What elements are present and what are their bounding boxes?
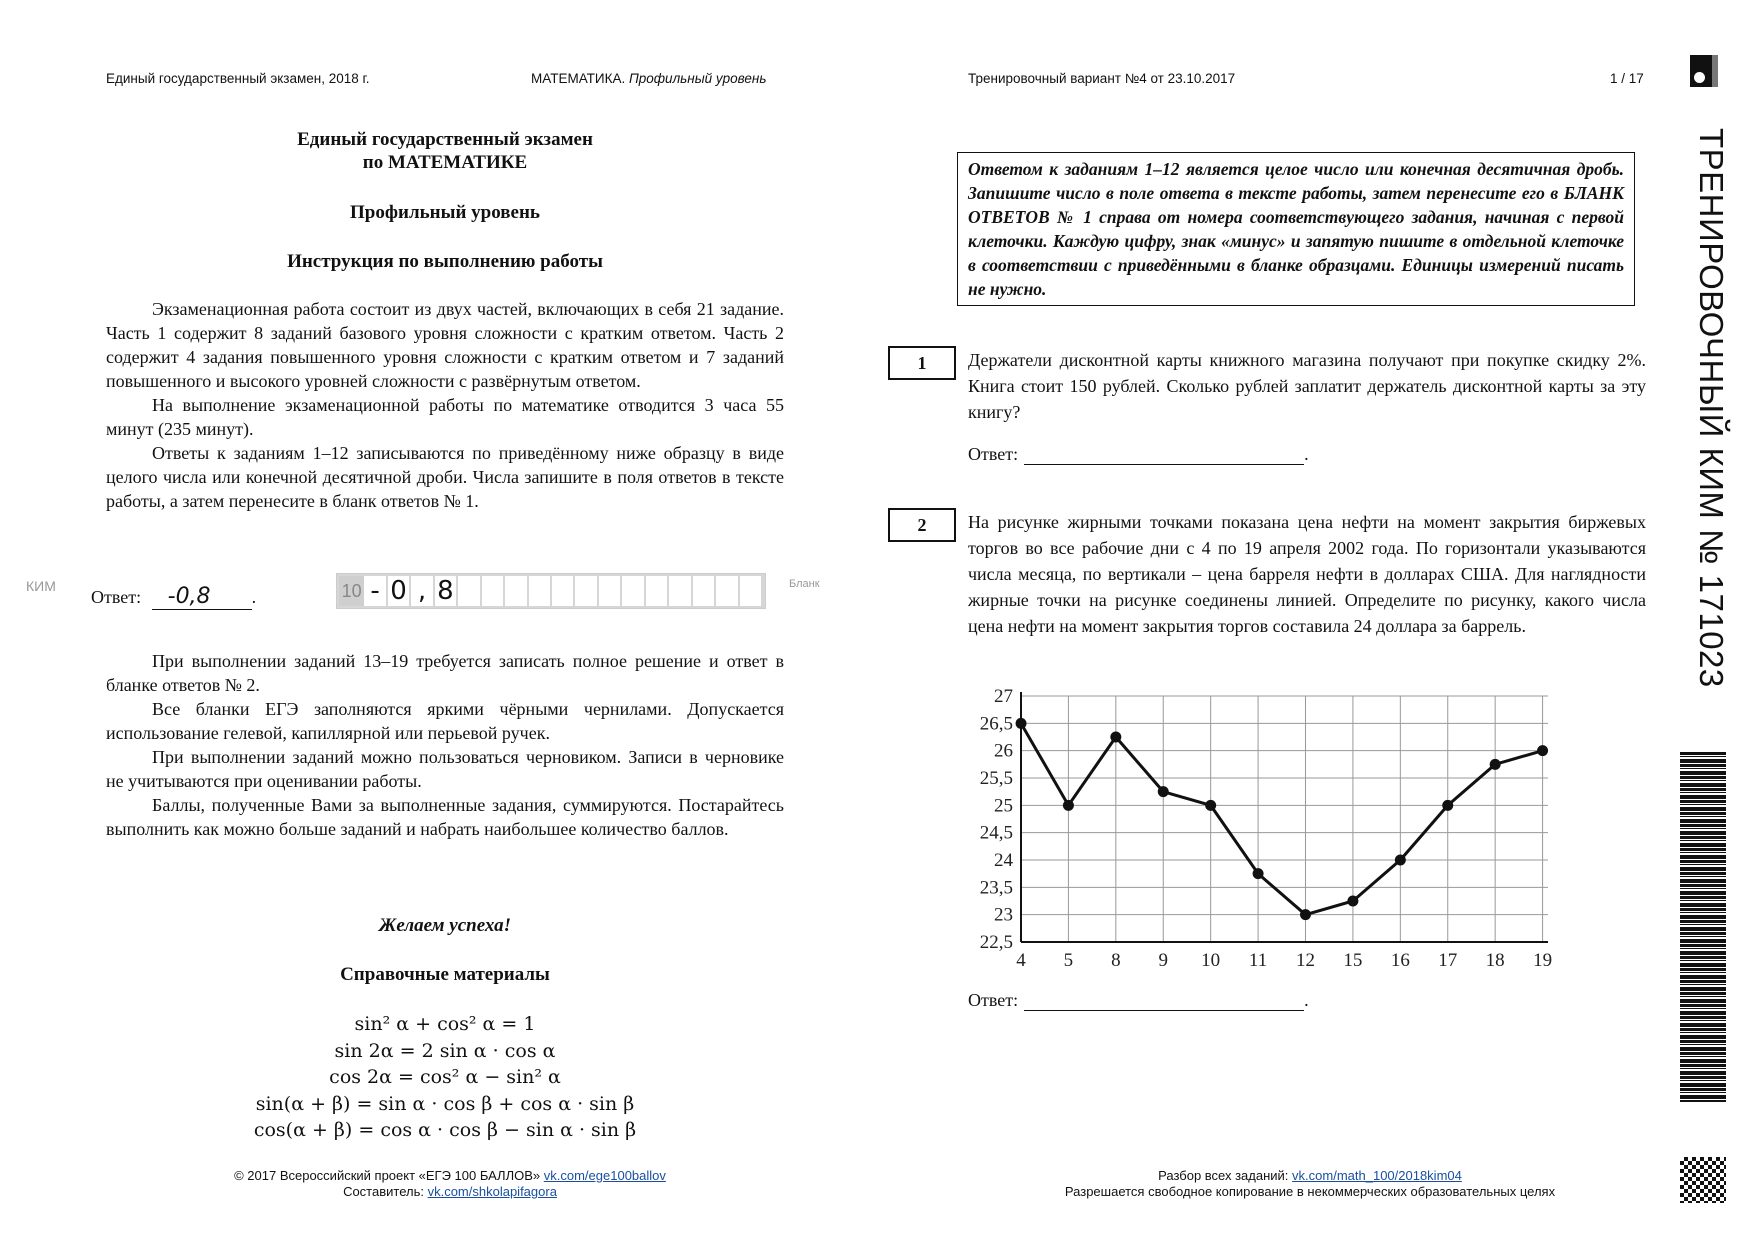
- y-tick-label: 23: [994, 904, 1013, 926]
- y-tick-label: 24,5: [979, 822, 1013, 844]
- footer-link-ege100[interactable]: vk.com/ege100ballov: [543, 1168, 666, 1183]
- y-tick-label: 25: [994, 795, 1013, 817]
- task-1-text: Держатели дисконтной карты книжного магазина получают при покупке скидку 2%. Книга стоит 150 рублей. Сколько рублей заплатит держатель дисконтной карты за эту книгу?: [968, 350, 1646, 422]
- y-tick-label: 26,5: [979, 713, 1013, 735]
- header-variant: Тренировочный вариант №4 от 23.10.2017: [968, 71, 1236, 86]
- x-tick-label: 18: [1485, 950, 1505, 971]
- answer-cell: [482, 576, 503, 606]
- answer-cell: [552, 576, 573, 606]
- qr-code-icon: [1678, 1155, 1728, 1205]
- instructions-body-2: [106, 649, 784, 841]
- data-point: [1537, 745, 1548, 756]
- reference-title: Справочные материалы: [340, 964, 550, 985]
- kim-label: КИМ: [26, 578, 56, 594]
- data-point: [1063, 800, 1074, 811]
- task-number-box: 1: [888, 346, 956, 380]
- instruction-paragraph: На выполнение экзаменационной работы по математике отводится 3 часа 55 минут (235 минут).: [106, 395, 784, 439]
- answer-cell: [693, 576, 714, 606]
- instructions-body: [106, 297, 784, 513]
- task-1-answer: Ответ: .: [968, 444, 1309, 464]
- doc-title-line2: по МАТЕМАТИКЕ: [362, 152, 528, 173]
- data-point: [1158, 786, 1169, 797]
- data-point: [1490, 759, 1501, 770]
- instruction-paragraph: Экзаменационная работа состоит из двух частей, включающих в себя 21 задание. Часть 1 содержит 8 заданий базового уровня сложности с кратким ответом. Часть 2 содержит 4 задания повышенного уровня сложности с кратким ответом и 7 заданий повышенного и высокого уровней сложности с развёрнутым ответом.: [106, 299, 784, 391]
- formula: cos 2α = cos² α − sin² α: [329, 1066, 561, 1088]
- formula: cos(α + β) = cos α · cos β − sin α · sin β: [253, 1119, 637, 1141]
- answer-cell: [716, 576, 737, 606]
- sample-answer: Ответ: -0,8 .: [91, 584, 257, 609]
- answer-label: Ответ:: [968, 990, 1019, 1010]
- y-tick-label: 26: [994, 740, 1013, 762]
- footer-analysis-label: Разбор всех заданий:: [1158, 1168, 1289, 1183]
- answer-rules-box: Ответом к заданиям 1–12 является целое число или конечная десятичная дробь. Запишите число в поле ответа в тексте работы, затем перенесите его в БЛАНК ОТВЕТОВ № 1 справа от номера соответствующего задания, начиная с первой клеточки. Каждую цифру, знак «минус» и запятую пишите в отдельной клеточке в соответствии с приведёнными в бланке образцами. Единицы измерений писать не нужно.: [957, 152, 1635, 306]
- answer-form-prefix: 10: [339, 576, 364, 606]
- y-tick-label: 25,5: [979, 768, 1013, 789]
- data-point: [1016, 718, 1027, 729]
- answer-cell: [740, 576, 761, 606]
- data-point: [1253, 868, 1264, 879]
- formula: sin² α + cos² α = 1: [354, 1013, 536, 1035]
- x-tick-label: 12: [1295, 950, 1315, 971]
- task-2-text: На рисунке жирными точками показана цена нефти на момент закрытия биржевых торгов во все рабочие дни с 4 по 19 апреля 2002 года. По горизонтали указываются числа месяца, по вертикали – цена барреля нефти в долларах США. Для наглядности жирные точки на рисунке соединены линией. Определите по рисунку, какого числа цена нефти на момент закрытия торгов составила 24 доллара за баррель.: [968, 512, 1646, 636]
- header-subject: [531, 71, 766, 86]
- answer-cell: [505, 576, 526, 606]
- x-tick-label: 15: [1343, 950, 1363, 971]
- x-tick-label: 19: [1533, 950, 1553, 971]
- footer-link-author[interactable]: vk.com/shkolapifagora: [427, 1184, 557, 1199]
- x-tick-label: 10: [1201, 950, 1221, 971]
- corner-marker-icon: [1690, 55, 1718, 87]
- answer-cell: ,: [411, 576, 432, 606]
- sample-answer-value: -0,8: [152, 584, 252, 610]
- data-point: [1205, 800, 1216, 811]
- answer-cell: [622, 576, 643, 606]
- footer-left: [180, 1168, 720, 1200]
- sample-answer-label: Ответ:: [91, 587, 142, 607]
- marker-dot-icon: [1694, 72, 1705, 83]
- doc-title: [106, 128, 784, 174]
- blank-label: Бланк: [789, 578, 820, 590]
- barcode-icon: [1680, 752, 1726, 1102]
- answer-cell: [575, 576, 596, 606]
- footer-license: Разрешается свободное копирование в некоммерческих образовательных целях: [1064, 1184, 1556, 1199]
- instruction-paragraph: При выполнении заданий 13–19 требуется записать полное решение и ответ в бланке ответов № 2.: [106, 651, 784, 695]
- answer-cell: [458, 576, 479, 606]
- footer-right: [1000, 1168, 1620, 1200]
- x-tick-label: 8: [1111, 950, 1121, 971]
- x-tick-label: 9: [1158, 950, 1168, 971]
- answer-cell: -: [364, 576, 385, 606]
- formula: sin 2α = 2 sin α · cos α: [334, 1039, 556, 1062]
- page-number: 1 / 17: [1610, 71, 1644, 86]
- formula: sin(α + β) = sin α · cos β + cos α · sin β: [255, 1092, 635, 1115]
- y-tick-label: 27: [994, 686, 1013, 707]
- header-subject-level: Профильный уровень: [628, 71, 767, 86]
- answer-cell: 0: [388, 576, 409, 606]
- data-point: [1395, 855, 1406, 866]
- answer-cell: 8: [435, 576, 456, 606]
- instructions-title: Инструкция по выполнению работы: [287, 251, 603, 272]
- answer-label: Ответ:: [968, 444, 1019, 464]
- x-tick-label: 17: [1438, 950, 1458, 971]
- answer-cell: [529, 576, 550, 606]
- answer-cell: [646, 576, 667, 606]
- doc-title-line1: Единый государственный экзамен: [297, 129, 593, 150]
- data-point: [1347, 896, 1358, 907]
- answer-input-line[interactable]: [1024, 446, 1304, 465]
- header-exam-title: Единый государственный экзамен, 2018 г.: [106, 71, 370, 86]
- y-tick-label: 23,5: [979, 877, 1013, 899]
- header-subject-name: МАТЕМАТИКА.: [531, 71, 626, 86]
- answer-form-sample: [336, 573, 766, 609]
- data-point: [1300, 909, 1311, 920]
- answer-input-line[interactable]: [1024, 992, 1304, 1011]
- footer-copyright: © 2017 Всероссийский проект «ЕГЭ 100 БАЛЛОВ»: [234, 1168, 541, 1183]
- data-point: [1110, 732, 1121, 743]
- oil-price-chart: [960, 680, 1560, 980]
- wish-text: Желаем успеха!: [378, 915, 512, 936]
- level-title: Профильный уровень: [350, 202, 540, 223]
- x-tick-label: 11: [1248, 950, 1268, 971]
- instruction-paragraph: Все бланки ЕГЭ заполняются яркими чёрными чернилами. Допускается использование гелевой, капиллярной или перьевой ручек.: [106, 699, 784, 743]
- x-tick-label: 4: [1016, 950, 1026, 971]
- task-2-answer: Ответ: .: [968, 990, 1309, 1010]
- vertical-kim-title: ТРЕНИРОВОЧНЫЙ КИМ № 171023: [1693, 128, 1730, 688]
- y-tick-label: 22,5: [979, 932, 1013, 953]
- x-tick-label: 5: [1063, 950, 1074, 971]
- task-number-box: 2: [888, 508, 956, 542]
- answer-cell: [599, 576, 620, 606]
- x-tick-label: 16: [1390, 950, 1410, 971]
- answer-cell: [669, 576, 690, 606]
- formula-list: [106, 1011, 784, 1144]
- y-tick-label: 24: [994, 850, 1013, 871]
- instruction-paragraph: Баллы, полученные Вами за выполненные задания, суммируются. Постарайтесь выполнить как можно больше заданий и набрать наибольшее количество баллов.: [106, 795, 784, 839]
- footer-link-analysis[interactable]: vk.com/math_100/2018kim04: [1292, 1168, 1462, 1183]
- footer-author-label: Составитель:: [343, 1184, 424, 1199]
- instruction-paragraph: При выполнении заданий можно пользоваться черновиком. Записи в черновике не учитываются при оценивании работы.: [106, 747, 784, 791]
- data-point: [1442, 800, 1453, 811]
- instruction-paragraph: Ответы к заданиям 1–12 записываются по приведённому ниже образцу в виде целого числа или конечной десятичной дроби. Числа запишите в поля ответов в тексте работы, а затем перенесите в бланк ответов № 1.: [106, 443, 784, 511]
